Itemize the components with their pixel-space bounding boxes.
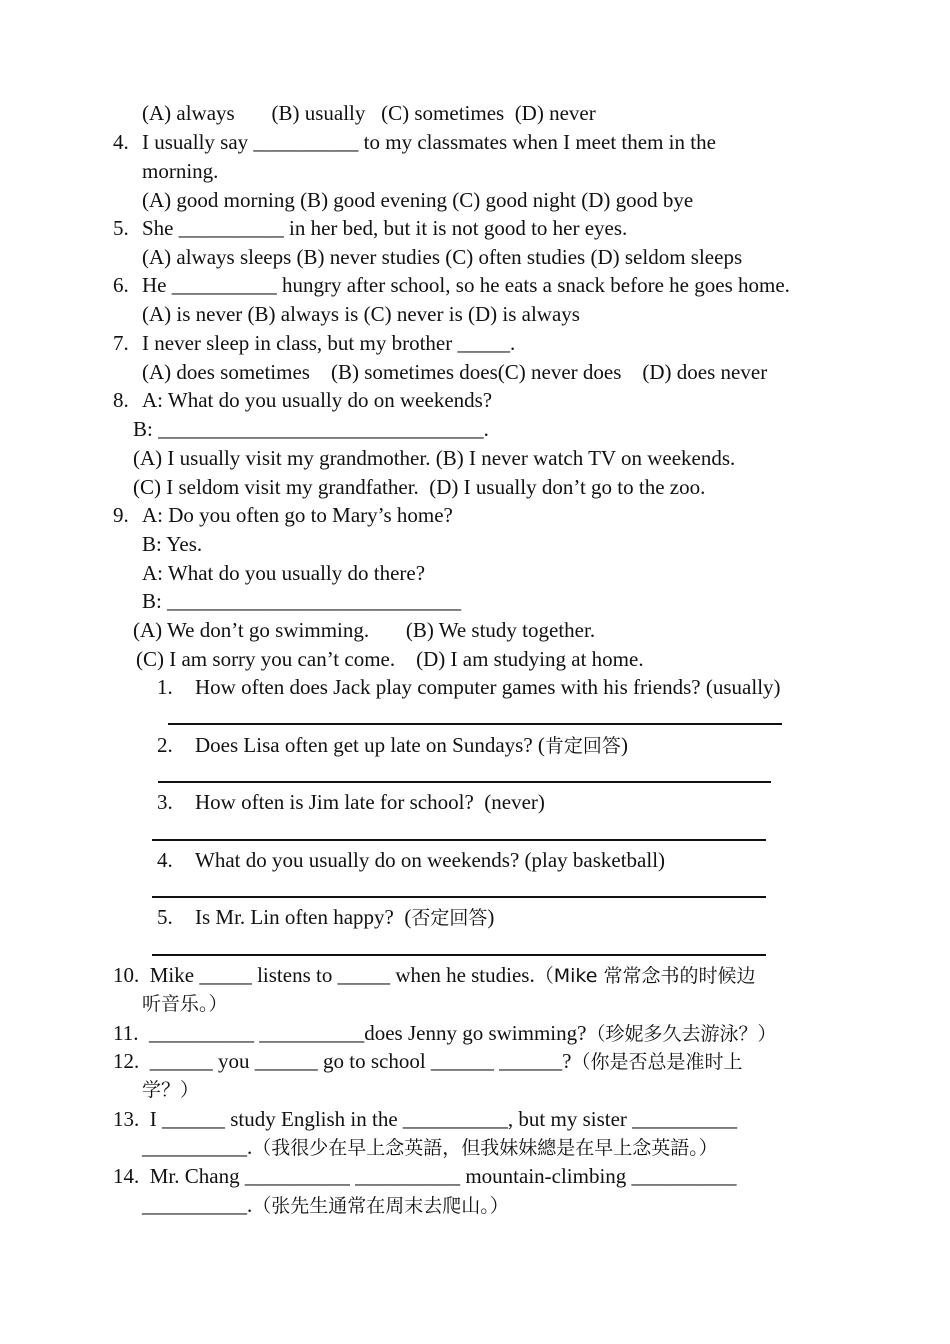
rewrite-2-answer-rule xyxy=(158,781,771,783)
q8-options-cd: (C) I seldom visit my grandfather. (D) I usually don’t go to the zoo. xyxy=(133,475,706,499)
q12-sentence: 12. ______ you ______ go to school ______ ______? xyxy=(113,1049,572,1073)
q10-translation-cont: 听音乐。） xyxy=(142,993,228,1015)
q14-line2 xyxy=(142,1192,509,1219)
q5-number: 5. xyxy=(113,216,129,240)
rewrite-4-number: 4. xyxy=(157,848,173,872)
rewrite-1-question: How often does Jack play computer games with his friends? (usually) xyxy=(195,675,781,699)
q7-options: (A) does sometimes (B) sometimes does(C) never does (D) does never xyxy=(142,360,768,384)
rewrite-2-tail: ) xyxy=(620,733,628,757)
rewrite-4-answer-rule xyxy=(152,896,766,898)
q4-question-cont: morning. xyxy=(142,159,219,183)
q9-options-ab: (A) We don’t go swimming. (B) We study together. xyxy=(133,618,596,642)
rewrite-3-answer-rule xyxy=(152,839,766,841)
rewrite-2-number: 2. xyxy=(157,733,173,757)
q8-question: A: What do you usually do on weekends? xyxy=(142,388,493,412)
q9-line-b1: B: Yes. xyxy=(142,532,203,556)
rewrite-4-question: What do you usually do on weekends? (play basketball) xyxy=(195,848,666,872)
q4-question: I usually say __________ to my classmates when I meet them in the xyxy=(142,130,716,154)
q10-line xyxy=(113,962,755,989)
q8-options-ab: (A) I usually visit my grandmother. (B) I never watch TV on weekends. xyxy=(133,446,736,470)
q11-line xyxy=(113,1020,776,1047)
q9-number: 9. xyxy=(113,503,129,527)
q9-line-a2: A: What do you usually do there? xyxy=(142,561,426,585)
rewrite-2-question xyxy=(195,732,628,759)
q14-translation: （张先生通常在周末去爬山。） xyxy=(252,1195,509,1217)
rewrite-3-number: 3. xyxy=(157,790,173,814)
rewrite-1-answer-rule xyxy=(168,723,782,725)
q11-translation: （珍妮多久去游泳？） xyxy=(586,1023,777,1045)
rewrite-5-answer-rule xyxy=(152,954,766,956)
q3-options: (A) always (B) usually (C) sometimes (D) never xyxy=(142,101,596,125)
q9-options-cd: (C) I am sorry you can’t come. (D) I am studying at home. xyxy=(136,647,644,671)
q10-translation: （Mike 常常念书的时候边 xyxy=(534,965,756,987)
q5-options: (A) always sleeps (B) never studies (C) often studies (D) seldom sleeps xyxy=(142,245,743,269)
q9-line-a1: A: Do you often go to Mary’s home? xyxy=(142,503,453,527)
rewrite-5-hint: 否定回答 xyxy=(411,907,488,929)
q12-line xyxy=(113,1048,743,1075)
q14-sentence-cont: __________. xyxy=(142,1193,253,1217)
q6-number: 6. xyxy=(113,273,129,297)
q13-line2 xyxy=(142,1134,718,1161)
q7-question: I never sleep in class, but my brother _____. xyxy=(142,331,516,355)
q8-answer-line: B: _______________________________. xyxy=(133,417,489,441)
q13-translation: （我很少在早上念英語，但我妹妹總是在早上念英語。） xyxy=(252,1137,718,1159)
rewrite-1-number: 1. xyxy=(157,675,173,699)
q6-question: He __________ hungry after school, so he eats a snack before he goes home. xyxy=(142,273,790,297)
q12-translation: （你是否总是准时上 xyxy=(571,1051,743,1073)
rewrite-3-question: How often is Jim late for school? (never) xyxy=(195,790,545,814)
q14-sentence: 14. Mr. Chang __________ __________ mountain-climbing __________ xyxy=(113,1164,737,1188)
q12-translation-cont: 学？） xyxy=(142,1079,200,1101)
rewrite-5-number: 5. xyxy=(157,905,173,929)
q11-sentence: 11. __________ __________does Jenny go swimming? xyxy=(113,1021,587,1045)
q8-number: 8. xyxy=(113,388,129,412)
rewrite-2-hint: 肯定回答 xyxy=(544,735,621,757)
q10-sentence: 10. Mike _____ listens to _____ when he studies. xyxy=(113,963,535,987)
q5-question: She __________ in her bed, but it is not good to her eyes. xyxy=(142,216,628,240)
q4-options: (A) good morning (B) good evening (C) good night (D) good bye xyxy=(142,188,694,212)
q4-number: 4. xyxy=(113,130,129,154)
q9-line-b2: B: ____________________________ xyxy=(142,589,462,613)
rewrite-2-text: Does Lisa often get up late on Sundays? ( xyxy=(195,733,545,757)
q13-sentence: 13. I ______ study English in the __________, but my sister __________ xyxy=(113,1107,738,1131)
rewrite-5-question xyxy=(195,904,494,931)
rewrite-5-tail: ) xyxy=(487,905,495,929)
q7-number: 7. xyxy=(113,331,129,355)
q13-sentence-cont: __________. xyxy=(142,1135,253,1159)
rewrite-5-text: Is Mr. Lin often happy? ( xyxy=(195,905,412,929)
q6-options: (A) is never (B) always is (C) never is (D) is always xyxy=(142,302,580,326)
